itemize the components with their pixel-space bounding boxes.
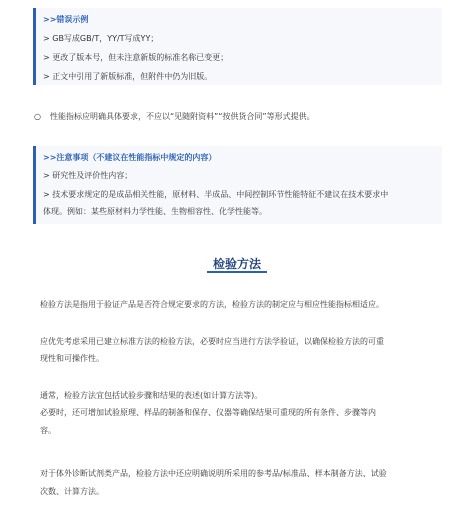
- paragraph: 次数、计算方法。: [40, 487, 104, 496]
- paragraph: 应优先考虑采用已建立标准方法的检验方法，必要时应当进行方法学验证，以确保检验方法的可重: [40, 337, 384, 346]
- note-line: 性能指标应明确具体要求，不应以“见随附资料”“按供货合同”等形式提供。: [50, 112, 315, 121]
- paragraph: 对于体外诊断试剂类产品，检验方法中还应明确说明所采用的参考品/标准品、样本制备方法、试验: [40, 469, 387, 478]
- example-item: > GB写成GB/T，YY/T写成YY；: [43, 34, 159, 43]
- notes-item: > 研究性及评价性内容；: [43, 171, 133, 180]
- paragraph: 容。: [40, 426, 56, 435]
- paragraph: 必要时，还可增加试验原理、样品的制备和保存、仪器等确保结果可重现的所有条件、步骤等内: [40, 408, 376, 417]
- paragraph: 现性和可操作性。: [40, 354, 104, 363]
- section-title: 检验方法: [212, 257, 261, 271]
- section-underline: [207, 271, 267, 273]
- paragraph: 通常，检验方法宜包括试验步骤和结果的表述(如计算方法等)。: [40, 391, 263, 400]
- example-item: > 正文中引用了新版标准，但附件中仍为旧版。: [43, 72, 213, 81]
- example-box-title: >>错误示例: [43, 15, 89, 24]
- paragraph: 检验方法是指用于验证产品是否符合规定要求的方法，检验方法的制定应与相应性能指标相适应。: [40, 300, 384, 309]
- example-item: > 更改了版本号，但未注意新版的标准名称已变更；: [43, 53, 229, 62]
- notes-item: 体现。例如：某些原材料力学性能、生物相容性、化学性能等。: [43, 207, 267, 216]
- notes-title-suffix: （不建议在性能指标中规定的内容）: [88, 153, 217, 162]
- notes-title-prefix: >>注意事项: [43, 153, 89, 162]
- notes-box-title: [43, 152, 216, 163]
- circle-bullet-icon: ○: [34, 112, 41, 121]
- notes-item: > 技术要求规定的是成品相关性能，原材料、半成品、中间控制环节性能特征不建议在技术要求中: [43, 190, 389, 199]
